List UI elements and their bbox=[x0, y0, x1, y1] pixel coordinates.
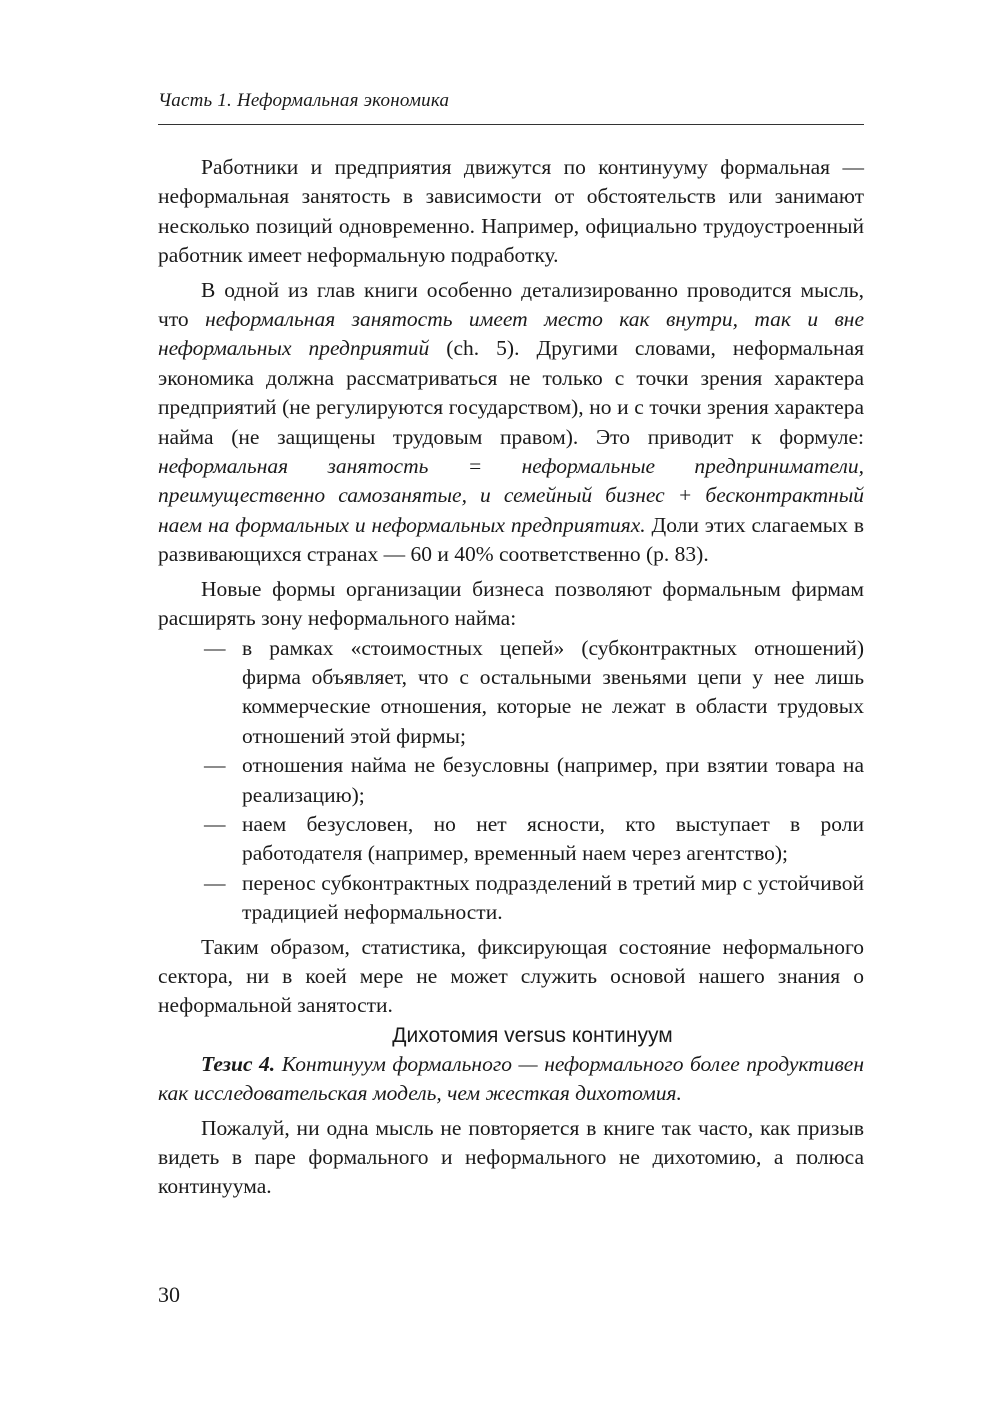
thesis-label: Тезис 4. bbox=[201, 1051, 276, 1076]
list-item-text: отношения найма не безусловны (например, при взятии товара на реализацию); bbox=[242, 753, 864, 807]
paragraph-statistics: Таким образом, статистика, фиксирующая состояние неформального сектора, ни в коей мере не может служить основой нашего знания о неформальной занятости. bbox=[158, 934, 864, 1018]
paragraph-continuum: Работники и предприятия движутся по континууму формальная — неформальная занятость в зависимости от обстоятельств или занимают несколько позиций одновременно. Например, официально трудоустроенный работник имеет неформальную подработку. bbox=[158, 155, 864, 268]
list-item bbox=[158, 810, 864, 869]
header-rule bbox=[158, 124, 864, 125]
list-item bbox=[158, 634, 864, 752]
list-dash: — bbox=[204, 870, 226, 895]
page-number: 30 bbox=[158, 1282, 180, 1307]
paragraph-new-forms: Новые формы организации бизнеса позволяют формальным фирмам расширять зону неформального найма: bbox=[158, 576, 864, 631]
list-dash: — bbox=[204, 753, 226, 778]
section-heading: Дихотомия versus континуум bbox=[392, 1023, 673, 1047]
paragraph-formula bbox=[158, 276, 864, 570]
paragraph-formula-emphasis-2: неформальная занятость = неформальные предприниматели, преимущественно самозанятые, и семейный бизнес + бесконтрактный наем на формальных и неформальных предприятиях. bbox=[158, 454, 864, 537]
bullet-list bbox=[158, 634, 864, 928]
list-dash: — bbox=[204, 811, 226, 836]
thesis-paragraph bbox=[158, 1050, 864, 1109]
running-header: Часть 1. Неформальная экономика bbox=[158, 90, 450, 111]
list-item-text: перенос субконтрактных подразделений в третий мир с устойчивой традицией неформальности. bbox=[242, 870, 864, 925]
list-item-text: в рамках «стоимостных цепей» (субконтрактных отношений) фирма объявляет, что с остальными звеньями цепи у нее лишь коммерческие отношения, которые не лежат в области трудовых отношений этой фирмы; bbox=[242, 635, 864, 748]
paragraph-formula-part-e: Доли этих слагаемых в развивающихся странах — 60 и 40% соответственно (p. 83). bbox=[158, 512, 864, 567]
paragraph-formula-emphasis-1: неформальная занятость имеет место как внутри, так и вне неформальных предприятий bbox=[158, 307, 864, 361]
paragraph-dichotomy: Пожалуй, ни одна мысль не повторяется в книге так часто, как призыв видеть в паре формального и неформального не дихотомию, а полюса континуума. bbox=[158, 1115, 864, 1199]
body-text bbox=[158, 153, 864, 1202]
list-item-text: наем безусловен, но нет ясности, кто выступает в роли работодателя (например, временный наем через агентство); bbox=[242, 811, 864, 866]
list-item bbox=[158, 869, 864, 928]
list-dash: — bbox=[204, 635, 226, 660]
paragraph-formula-part-a: В одной из глав книги особенно детализированно проводится мысль, что bbox=[158, 277, 864, 332]
paragraph-formula-part-c: (ch. 5). Другими словами, неформальная экономика должна рассматриваться не только с точки зрения характера предприятий (не регулируются государством), но и с точки зрения характера найма (не защищены трудовым правом). Это приводит к формуле: bbox=[158, 336, 864, 449]
thesis-text: Континуум формального — неформального более продуктивен как исследовательская модель, чем жесткая дихотомия. bbox=[158, 1051, 864, 1106]
list-item bbox=[158, 751, 864, 810]
